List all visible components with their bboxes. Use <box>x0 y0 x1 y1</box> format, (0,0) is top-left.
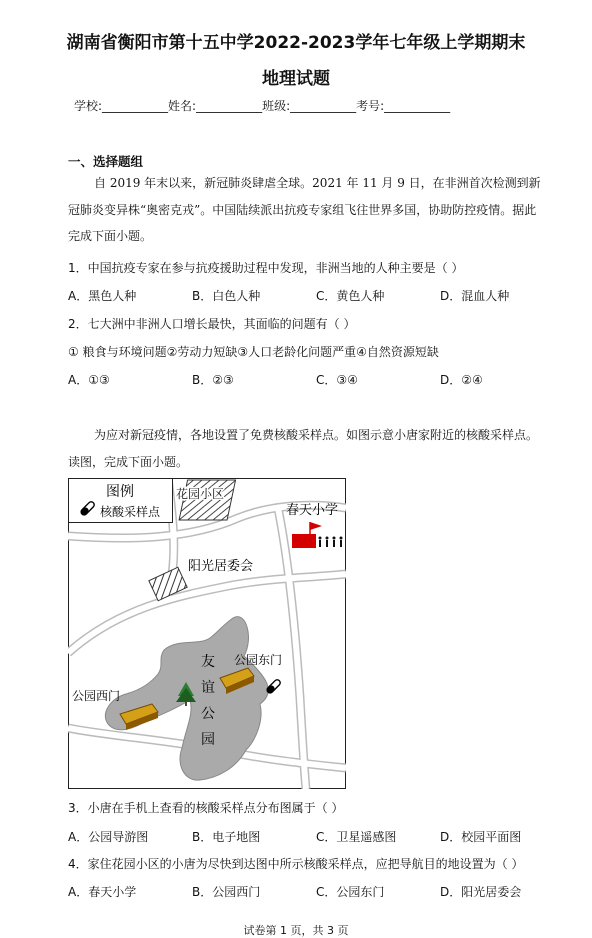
student-info-line: 学校:___________姓名:___________班级:___________考号:___________ <box>74 99 451 113</box>
q4-option-a[interactable]: A．春天小学 <box>68 885 137 899</box>
q1-option-a[interactable]: A．黑色人种 <box>68 289 137 303</box>
legend-item: 核酸采样点 <box>100 505 161 519</box>
q4-option-c[interactable]: C．公园东门 <box>316 885 385 899</box>
passage-2: 为应对新冠疫情，各地设置了免费核酸采样点。如图示意小唐家附近的核酸采样点。读图，完成下面小题。 <box>68 428 539 469</box>
section-title: 一、选择题组 <box>68 154 144 169</box>
q1-option-b[interactable]: B．白色人种 <box>192 289 261 303</box>
question-1: 1．中国抗疫专家在参与抗疫援助过程中发现，非洲当地的人种主要是（ ） <box>68 261 464 275</box>
east-gate-label: 公园东门 <box>234 653 283 667</box>
question-2-statements: ① 粮食与环境问题②劳动力短缺③人口老龄化问题严重④自然资源短缺 <box>68 345 439 359</box>
q4-option-b[interactable]: B．公园西门 <box>192 885 261 899</box>
svg-text:园: 园 <box>201 732 215 748</box>
school-label: 春天小学 <box>286 503 339 518</box>
committee-label: 阳光居委会 <box>188 559 254 574</box>
q3-option-b[interactable]: B．电子地图 <box>192 830 261 844</box>
q2-option-a[interactable]: A．①③ <box>68 373 110 387</box>
garden-community-label: 花园小区 <box>176 487 225 501</box>
svg-text:友: 友 <box>201 654 215 670</box>
q3-option-c[interactable]: C．卫星遥感图 <box>316 830 397 844</box>
question-3: 3．小唐在手机上查看的核酸采样点分布图属于（ ） <box>68 801 344 815</box>
svg-text:公: 公 <box>201 706 215 722</box>
question-4: 4．家住花园小区的小唐为尽快到达图中所示核酸采样点，应把导航目的地设置为（ ） <box>68 857 524 871</box>
q2-option-d[interactable]: D．②④ <box>440 373 483 387</box>
page-title-line2: 地理试题 <box>262 69 330 89</box>
page-footer: 试卷第 1 页，共 3 页 <box>243 924 349 937</box>
q3-option-a[interactable]: A．公园导游图 <box>68 830 149 844</box>
page-title-line1: 湖南省衡阳市第十五中学2022-2023学年七年级上学期期末 <box>66 33 526 53</box>
question-2: 2．七大洲中非洲人口增长最快，其面临的问题有（ ） <box>68 317 356 331</box>
west-gate-label: 公园西门 <box>72 689 121 703</box>
q2-option-b[interactable]: B．②③ <box>192 373 234 387</box>
q4-option-d[interactable]: D．阳光居委会 <box>440 885 522 899</box>
legend-title: 图例 <box>106 484 134 500</box>
sampling-point-map <box>68 478 346 789</box>
q3-option-d[interactable]: D．校园平面图 <box>440 830 522 844</box>
passage-1: 自 2019 年末以来，新冠肺炎肆虐全球。2021 年 11 月 9 日，在非洲首次检测到新冠肺炎变异株“奥密克戎”。中国陆续派出抗疫专家组飞往世界多国，协助防控疫情。据此完成下面小题。 <box>68 176 541 243</box>
svg-text:谊: 谊 <box>201 680 215 696</box>
q2-option-c[interactable]: C．③④ <box>316 373 358 387</box>
q1-option-d[interactable]: D．混血人种 <box>440 289 510 303</box>
q1-option-c[interactable]: C．黄色人种 <box>316 289 385 303</box>
